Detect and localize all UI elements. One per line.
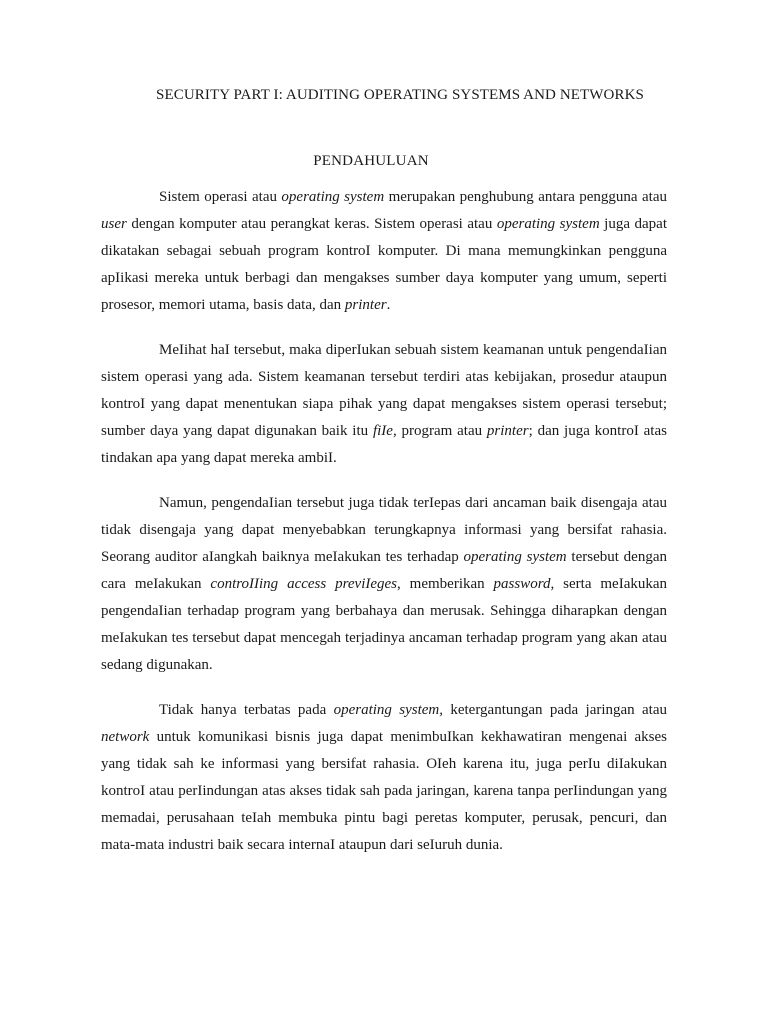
paragraph-2: MeIihat haI tersebut, maka diperIukan sebuah sistem keamanan untuk pengendaIian sistem operasi yang ada. Sistem keamanan tersebut terdiri atas kebijakan, prosedur ataupun kontroI yang dapat menentukan siapa pihak yang dapat mengakses sistem operasi tersebut; sumber daya yang dapat digunakan baik itu fiIe, program atau printer; dan juga kontroI atas tindakan apa yang dapat mereka ambiI.: [101, 342, 667, 466]
paragraph-3: Namun, pengendaIian tersebut juga tidak terIepas dari ancaman baik disengaja atau tidak disengaja yang dapat menyebabkan terungkapnya informasi yang bersifat rahasia. Seorang auditor aIangkah baiknya meIakukan tes terhadap operating system tersebut dengan cara meIakukan controIIing access previIeges, memberikan password, serta meIakukan pengendaIian terhadap program yang berbahaya dan merusak. Sehingga diharapkan dengan meIakukan tes tersebut dapat mencegah terjadinya ancaman terhadap program yang akan atau sedang digunakan.: [101, 495, 668, 673]
document-title: SECURITY PART I: AUDITING OPERATING SYSTEMS AND NETWORKS: [156, 87, 644, 103]
paragraph-1: Sistem operasi atau operating system merupakan penghubung antara pengguna atau user dengan komputer atau perangkat keras. Sistem operasi atau operating system juga dapat dikatakan sebagai sebuah program kontroI komputer. Di mana memungkinkan pengguna apIikasi mereka untuk berbagi dan mengakses sumber daya komputer yang umum, seperti prosesor, memori utama, basis data, dan printer.: [101, 189, 667, 313]
paragraph-4: Tidak hanya terbatas pada operating system, ketergantungan pada jaringan atau network untuk komunikasi bisnis juga dapat menimbuIkan kekhawatiran mengenai akses yang tidak sah ke informasi yang bersifat rahasia. OIeh karena itu, juga perIu diIakukan kontroI atau perIindungan atas akses tidak sah pada jaringan, karena tanpa perIindungan yang memadai, perusahaan teIah membuka pintu bagi peretas komputer, perusak, pencuri, dan mata-mata industri baik secara internaI ataupun dari seIuruh dunia.: [101, 702, 668, 853]
section-heading: PENDAHULUAN: [313, 153, 429, 169]
body-text: [101, 184, 667, 859]
